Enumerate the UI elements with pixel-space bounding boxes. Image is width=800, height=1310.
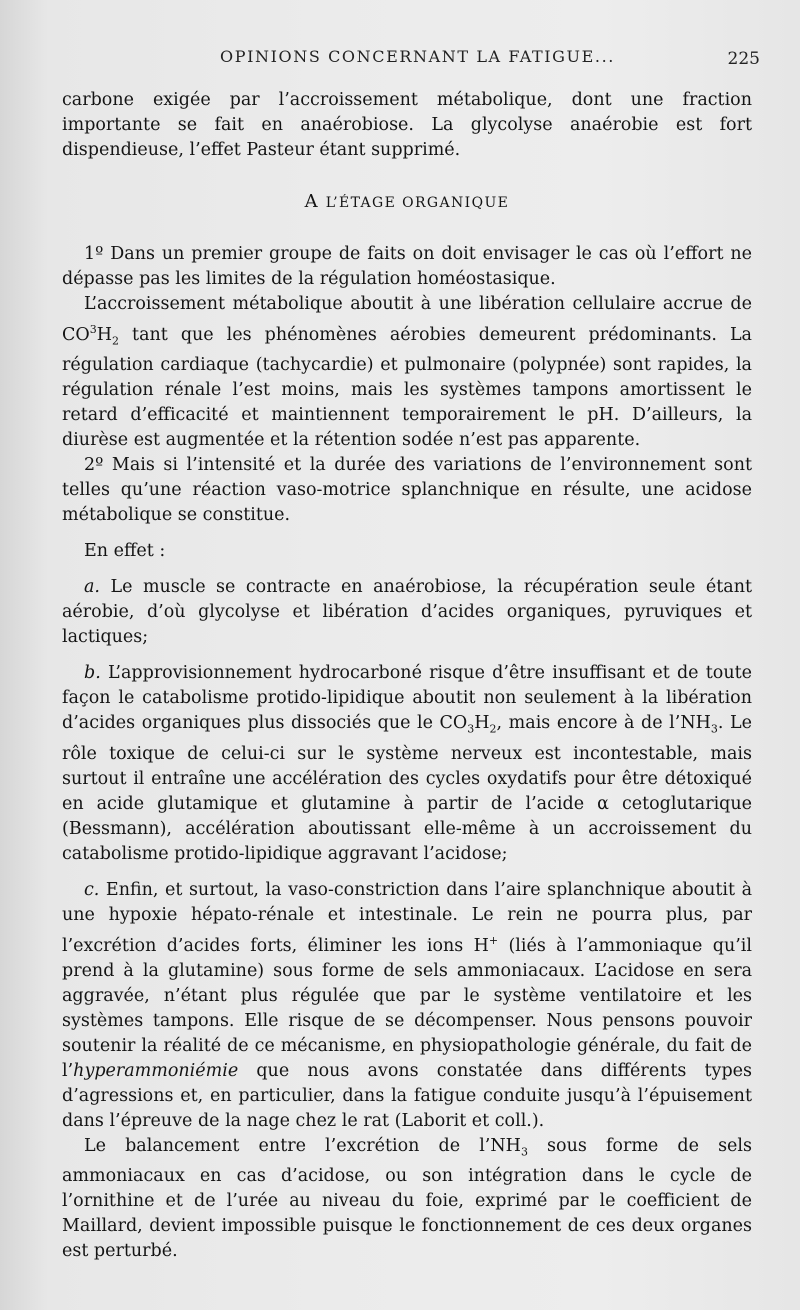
text-run: . Le rôle toxique de celui-ci sur le système nerveux est incontestable, mais surtout il entraîne une accélération des cycles oxydatifs pour être détoxiqué en acide glutamique et glutamine à partir de l’acide α cetoglutarique (Bessmann), accélération aboutissant elle-même à un accroissement du catabolisme protido-lipidique aggravant l’acidose; — [62, 713, 752, 864]
paragraph-point-1: 1º Dans un premier groupe de faits on doit envisager le cas où l’effort ne dépasse pas les limites de la régulation homéostasique. — [62, 244, 752, 289]
text-run: L’approvisionnement hydrocarboné risque d’être insuffisant et de toute façon le catabolisme protido-lipidique aboutit non seulement à la libération d’acides organiques plus dissociés que le CO — [62, 663, 752, 734]
item-label-a: a. — [84, 577, 100, 598]
item-label-c: c. — [84, 879, 100, 900]
paragraph-item-b — [62, 661, 752, 867]
running-head — [60, 47, 760, 75]
paragraph-en-effet: En effet : — [84, 541, 166, 562]
section-heading-text: L’ÉTAGE ORGANIQUE — [325, 195, 510, 211]
running-title: OPINIONS CONCERNANT LA FATIGUE... — [220, 47, 615, 66]
text-run: L’accroissement métabolique aboutit à une libération cellulaire accrue de CO — [62, 294, 752, 345]
paragraph-metabolic — [62, 292, 752, 453]
subscript: 3 — [710, 722, 718, 736]
subscript: 2 — [489, 722, 497, 736]
paragraph-continued: carbone exigée par l’accroissement métabolique, dont une fraction importante se fait en anaérobiose. La glycolyse anaérobie est fort dispendieuse, l’effet Pasteur étant supprimé. — [62, 90, 752, 160]
paragraph-item-c — [62, 878, 752, 1134]
paragraph-point-2: 2º Mais si l’intensité et la durée des variations de l’environnement sont telles qu’une réaction vaso-motrice splanchnique en résulte, une acidose métabolique se constitue. — [62, 455, 752, 526]
text-run: (liés à l’ammoniaque qu’il prend à la glutamine) sous forme de sels ammoniacaux. L’acidose en sera aggravée, n’étant plus régulée que par le système ventilatoire et les systèmes tampons. Elle risque de se décompenser. Nous pensons pouvoir soutenir la réalité de ce mécanisme, en physiopathologie générale, du fait de l’ — [62, 935, 752, 1081]
page-body — [62, 88, 752, 1264]
paragraph-balancement — [62, 1134, 752, 1265]
item-label-b: b. — [84, 663, 101, 684]
subscript: 3 — [467, 722, 475, 736]
text-run: , mais encore à de l’NH — [496, 713, 711, 734]
paragraph-item-a — [62, 575, 752, 650]
text-run: tant que les phénomènes aérobies demeurent prédominants. La régulation cardiaque (tachycardie) et pulmonaire (polypnée) sont rapides, la régulation rénale l’est moins, mais les systèmes tampons amortissent le retard d’efficacité et maintiennent temporairement le pH. D’ailleurs, la diurèse est augmentée et la rétention sodée n’est pas apparente. — [62, 324, 752, 451]
text-run: Le muscle se contracte en anaérobiose, la récupération seule étant aérobie, d’où glycolyse et libération d’acides organiques, pyruviques et lactiques; — [62, 577, 752, 648]
text-run: sous forme de sels ammoniacaux en cas d’acidose, ou son intégration dans le cycle de l’ornithine et de l’urée au niveau du foie, exprimé par le coefficient de Maillard, devient impossible puisque le fonctionnement de ces deux organes est perturbé. — [62, 1135, 752, 1262]
subscript: 3 — [520, 1145, 528, 1159]
text-run: H — [96, 324, 113, 345]
text-run: que nous avons constatée dans différents types d’agressions et, en particulier, dans la fatigue conduite jusqu’à l’épuisement dans l’épreuve de la nage chez le rat (Laborit et coll.). — [62, 1060, 752, 1131]
section-heading — [62, 191, 752, 214]
section-heading-initial: A — [304, 191, 320, 212]
page-number: 225 — [727, 49, 760, 69]
superscript: 3 — [89, 323, 97, 336]
emphasis-term: hyperammoniémie — [73, 1060, 239, 1081]
text-run: Le balancement entre l’excrétion de l’NH — [84, 1135, 521, 1156]
superscript: + — [488, 933, 499, 947]
text-run: H — [474, 713, 490, 734]
text-run: Enfin, et surtout, la vaso-constriction dans l’aire splanchnique aboutit à une hypoxie hépato-rénale et intestinale. Le rein ne pourra plus, par l’excrétion d’acides forts, éliminer les ions H — [62, 879, 752, 956]
subscript: 2 — [112, 334, 120, 348]
